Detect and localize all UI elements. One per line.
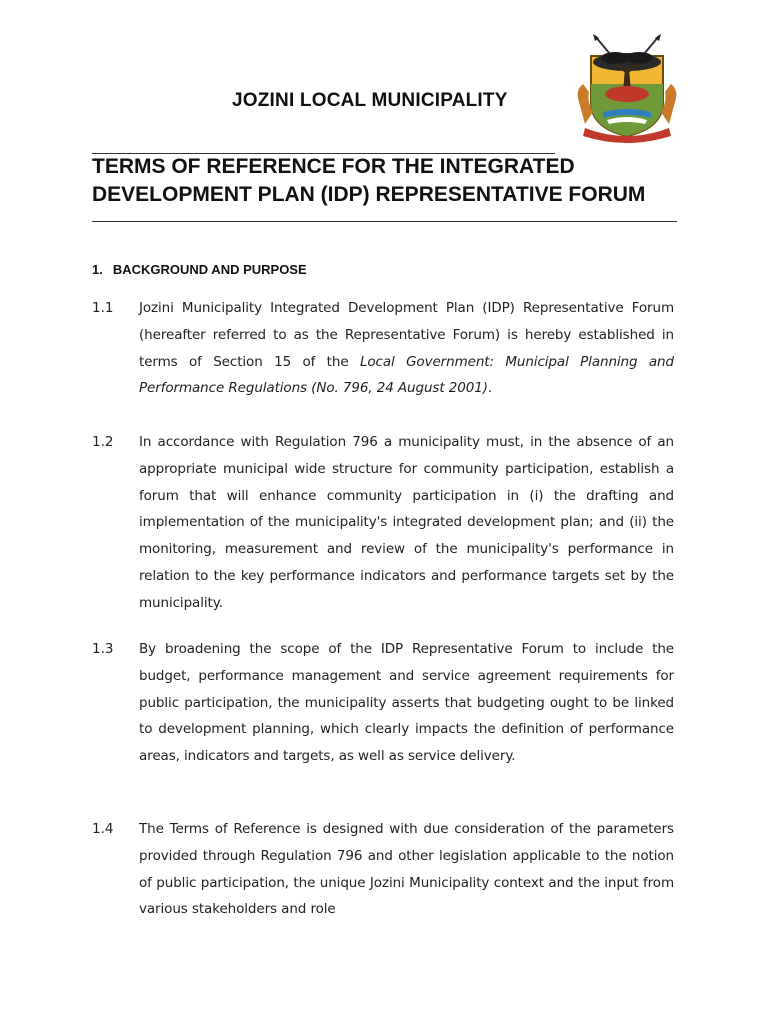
paragraph-number: 1.4 — [92, 821, 114, 837]
municipal-coat-of-arms-icon — [567, 32, 687, 144]
section-heading — [92, 262, 307, 277]
paragraph-text: The Terms of Reference is designed with due consideration of the parameters provided through Regulation 796 and other legislation applicable to the notion of public participation, the unique Jozini Municipality context and the input from various stakeholders and role — [139, 821, 674, 918]
paragraph-1-3 — [92, 636, 677, 770]
paragraph-number: 1.2 — [92, 434, 114, 450]
paragraph-1-1 — [92, 295, 677, 402]
municipality-name: JOZINI LOCAL MUNICIPALITY — [232, 90, 508, 111]
paragraph-text — [139, 295, 674, 402]
section-heading-text: BACKGROUND AND PURPOSE — [112, 262, 307, 277]
document-title-line-1: TERMS OF REFERENCE FOR THE INTEGRATED — [92, 155, 575, 178]
regulation-citation: Local Government: Municipal Planning and Performance Regulations (No. 796, 24 August 2001) — [139, 353, 674, 397]
section-number: 1. — [92, 262, 103, 277]
title-bottom-rule — [92, 221, 677, 222]
document-title — [92, 153, 682, 209]
paragraph-text: By broadening the scope of the IDP Representative Forum to include the budget, performance management and service agreement requirements for public participation, the municipality asserts that budgeting ought to be linked to development planning, which clearly impacts the definition of performance areas, indicators and targets, as well as service delivery. — [139, 641, 674, 765]
paragraph-number: 1.3 — [92, 641, 114, 657]
document-title-line-2: DEVELOPMENT PLAN (IDP) REPRESENTATIVE FORUM — [92, 183, 646, 206]
paragraph-text-part-a: Jozini Municipality Integrated Development Plan (IDP) Representative Forum (hereafter referred to as the Representative Forum) is hereby established in terms of Section 15 of the — [139, 300, 674, 370]
paragraph-text-part-b: . — [487, 380, 493, 397]
paragraph-number: 1.1 — [92, 300, 114, 316]
paragraph-text: In accordance with Regulation 796 a municipality must, in the absence of an appropriate municipal wide structure for community participation, establish a forum that will enhance community participation in (i) the drafting and implementation of the municipality's integrated development plan; and (ii) the monitoring, measurement and review of the municipality's performance in relation to the key performance indicators and performance targets set by the municipality. — [139, 434, 674, 611]
paragraph-1-4 — [92, 816, 677, 923]
paragraph-1-2 — [92, 429, 677, 617]
